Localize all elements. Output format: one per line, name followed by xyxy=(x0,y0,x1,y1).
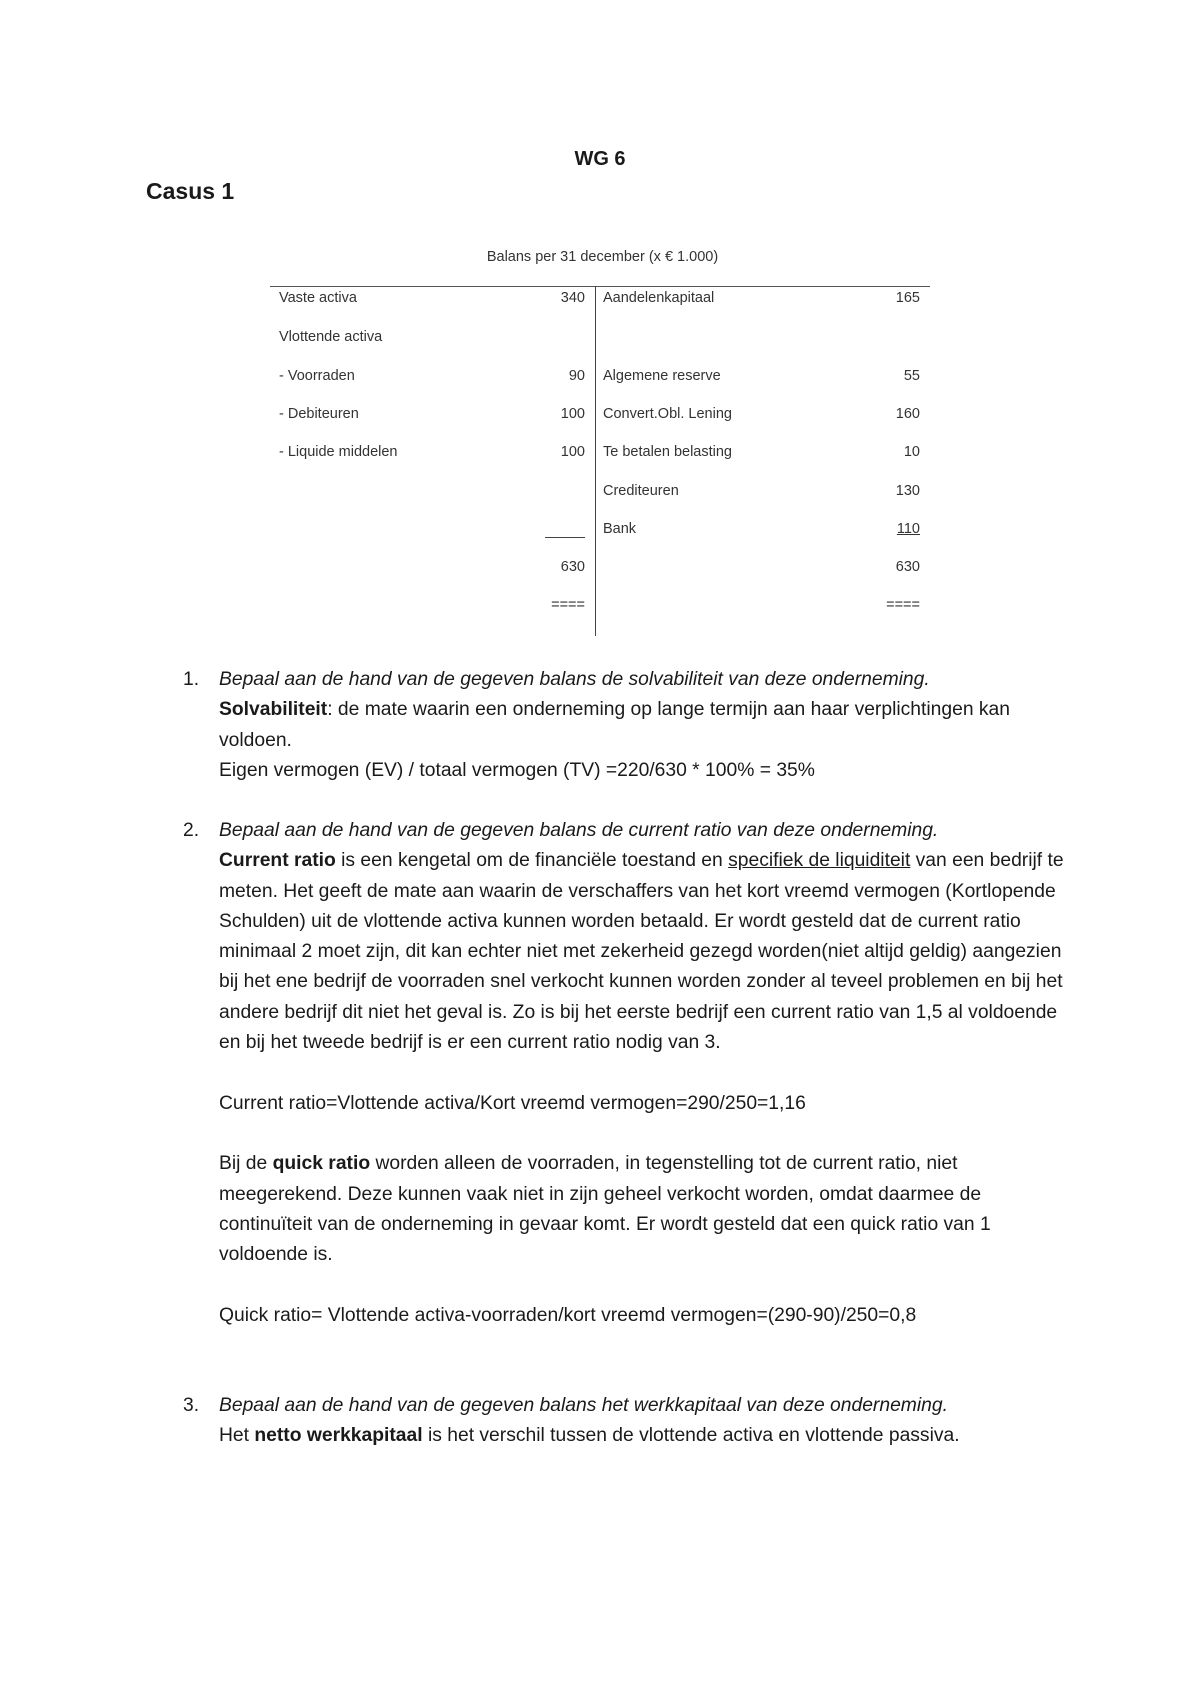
balance-sheet-title: Balans per 31 december (x € 1.000) xyxy=(486,249,719,265)
balance-right-double-rule: ==== xyxy=(886,597,920,613)
answer-paragraph xyxy=(219,695,1064,756)
answer-text: is een kengetal om de financiële toestand en xyxy=(335,850,729,872)
balance-right-label: Bank xyxy=(603,521,637,537)
balance-left-label: Vlottende activa xyxy=(279,329,383,345)
underlined-text: specifiek de liquiditeit xyxy=(728,850,911,872)
balance-left-value: 100 xyxy=(560,444,585,460)
question-number: 2. xyxy=(183,820,200,841)
balance-right-label: Crediteuren xyxy=(603,483,679,499)
answer-text: Bij de xyxy=(219,1153,273,1175)
balance-left-label: - Voorraden xyxy=(279,368,355,384)
balance-divider xyxy=(595,286,596,636)
balance-right-value: 55 xyxy=(903,368,920,384)
balance-right-value: 165 xyxy=(895,290,920,306)
term: Solvabiliteit xyxy=(219,699,328,721)
question-number: 3. xyxy=(183,1395,200,1416)
quick-ratio-paragraph xyxy=(219,1149,1064,1270)
answer-text: van een bedrijf te meten. Het geeft de mate aan waarin de verschaffers van het kort vreemd vermogen (Kortlopende Schulden) uit de vlottende activa kunnen worden betaald. Er wordt gesteld dat de current ratio minimaal 2 moet zijn, dit kan echter niet met zekerheid gezegd worden(niet altijd geldig) aangezien bij het ene bedrijf de voorraden snel verkocht kunnen worden zonder al teveel problemen en bij het andere bedrijf dit niet het geval is. Zo is bij het eerste bedrijf een current ratio van 1,5 al voldoende en bij het tweede bedrijf is er een current ratio nodig van 3. xyxy=(219,850,1064,1054)
formula: Current ratio=Vlottende activa/Kort vreemd vermogen=290/250=1,16 xyxy=(219,1092,806,1114)
balance-left-label: - Debiteuren xyxy=(279,406,359,422)
definition: : de mate waarin een onderneming op lange termijn aan haar verplichtingen kan voldoen. xyxy=(219,699,1010,751)
formula: Quick ratio= Vlottende activa-voorraden/kort vreemd vermogen=(290-90)/250=0,8 xyxy=(219,1304,917,1326)
answer-paragraph xyxy=(219,1421,1064,1451)
section-heading: Casus 1 xyxy=(146,178,235,204)
answer-paragraph xyxy=(219,846,1064,1058)
answer-text: worden alleen de voorraden, in tegenstelling tot de current ratio, niet meegerekend. Deze kunnen vaak niet in zijn geheel verkocht worden, omdat daarmee de continuïteit van de onderneming in gevaar komt. Er wordt gesteld dat een quick ratio van 1 voldoende is. xyxy=(219,1153,991,1266)
balance-right-label: Convert.Obl. Lening xyxy=(603,406,732,422)
term: netto werkkapitaal xyxy=(254,1425,423,1447)
balance-left-value: 90 xyxy=(568,368,585,384)
balance-left-label: Vaste activa xyxy=(279,290,357,306)
balance-right-total: 630 xyxy=(895,559,920,575)
term: quick ratio xyxy=(272,1153,371,1175)
balance-left-total: 630 xyxy=(560,559,585,575)
balance-right-value: 110 xyxy=(896,521,920,537)
question-number: 1. xyxy=(183,669,200,690)
balance-left-double-rule: ==== xyxy=(551,597,585,613)
balance-right-label: Aandelenkapitaal xyxy=(603,290,715,306)
balance-left-label: - Liquide middelen xyxy=(279,444,398,460)
answer-text: Het xyxy=(219,1425,255,1447)
balance-right-label: Algemene reserve xyxy=(603,368,721,384)
balance-top-rule xyxy=(270,286,930,287)
formula: Eigen vermogen (EV) / totaal vermogen (TV) =220/630 * 100% = 35% xyxy=(219,759,815,781)
balance-left-value: 100 xyxy=(560,406,585,422)
answer-text: is het verschil tussen de vlottende activa en vlottende passiva. xyxy=(422,1425,960,1447)
balance-right-value: 130 xyxy=(895,483,920,499)
question-text: Bepaal aan de hand van de gegeven balans de solvabiliteit van deze onderneming. xyxy=(219,669,930,690)
balance-left-value: 340 xyxy=(560,290,585,306)
question-text: Bepaal aan de hand van de gegeven balans de current ratio van deze onderneming. xyxy=(219,820,939,841)
balance-right-value: 10 xyxy=(903,444,920,460)
balance-sheet xyxy=(270,286,930,636)
question-text: Bepaal aan de hand van de gegeven balans het werkkapitaal van deze onderneming. xyxy=(219,1395,948,1416)
document-title: WG 6 xyxy=(574,148,626,170)
term: Current ratio xyxy=(219,850,336,872)
subtotal-rule xyxy=(545,537,585,538)
balance-right-value: 160 xyxy=(895,406,920,422)
balance-right-label: Te betalen belasting xyxy=(603,444,732,460)
